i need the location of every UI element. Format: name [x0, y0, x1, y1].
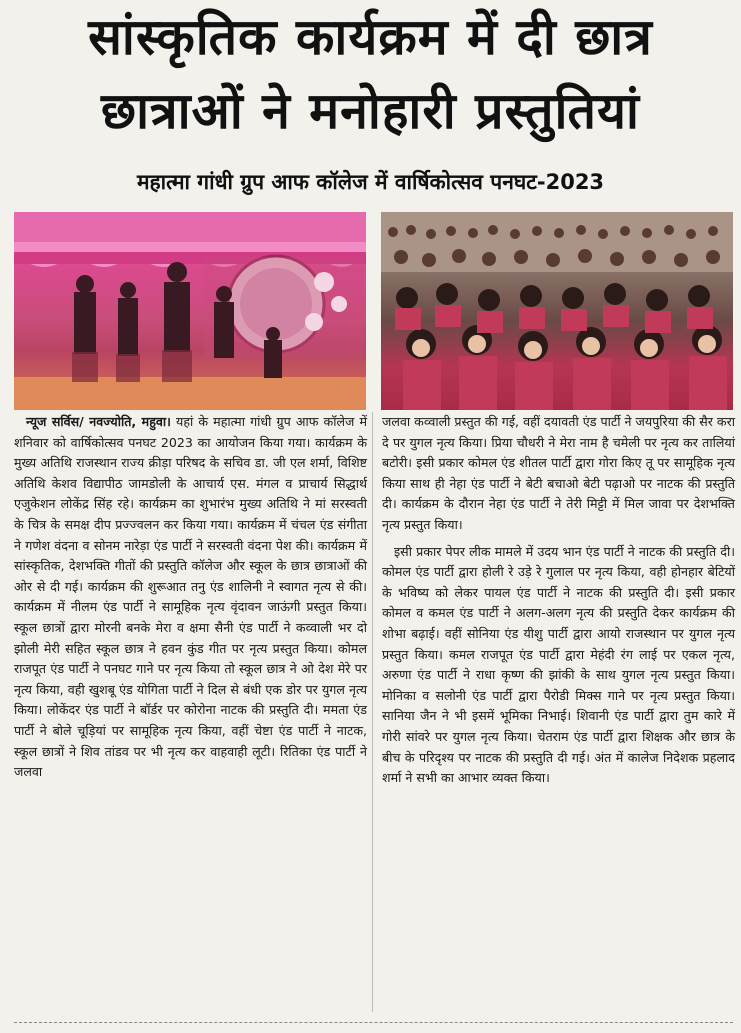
right-column-paragraph-2: इसी प्रकार पेपर लीक मामले में उदय भान एंड पार्टी ने नाटक की प्रस्तुति दी। कोमल एंड पार्टी द्वारा होली रे उड़े रे गुलाल पर नृत्य किया, वही होनहार बेटियों के भविष्य को लेकर पायल एंड पार्टी ने नाटक की प्रस्तुति दी। इसी प्रकार कोमल व कमल एंड पार्टी ने अलग-अलग नृत्य की प्रस्तुति देकर कार्यक्रम की शोभा बढ़ाई। वहीं सोनिया एंड यीशु पार्टी द्वारा आयो राजस्थान पर युगल नृत्य प्रस्तुत किया। कमल राजपूत एंड पार्टी द्वारा मेहंदी रंग लाई पर एकल नृत्य, अरुणा एंड पार्टी ने राधा कृष्ण की झांकी के साथ युगल नृत्य प्रस्तुत किया। मोनिका व सलोनी एंड पार्टी द्वारा पैरोडी मिक्स गाने पर नृत्य प्रस्तुत किया। सानिया जैन ने भी इसमें भूमिका निभाई। शिवानी एंड पार्टी द्वारा तुम कारे में गोरी सांवरे पर युगल नृत्य किया। चेतराम एंड पार्टी द्वारा शिक्षक और छात्र के बीच के परिदृश्य पर नाटक की प्रस्तुति दी गई। अंत में कालेज निदेशक प्रहलाद शर्मा ने सभी का आभार व्यक्त किया।	[382, 543, 735, 786]
subheadline: महात्मा गांधी ग्रुप आफ कॉलेज में वार्षिकोत्सव पनघट-2023	[136, 170, 605, 194]
stage-performance-illustration	[14, 212, 366, 410]
column-divider	[372, 412, 373, 1012]
byline: न्यूज सर्विस/ नवज्योति, महुवा।	[26, 414, 171, 429]
audience-photo	[381, 212, 733, 410]
left-column-body: यहां के महात्मा गांधी ग्रुप आफ कॉलेज में शनिवार को वार्षिकोत्सव पनघट 2023 का आयोजन किया गया। कार्यक्रम के मुख्य अतिथि राजस्थान राज्य क्रीड़ा परिषद के सचिव डा. जी एल शर्मा, विशिष्ट अतिथि केशव विद्यापीठ जामडोली के आचार्य एस. मंगल व प्राचार्य सिद्धार्थ एजुकेशन लोकेंद्र सिंह रहे। कार्यक्रम का शुभारंभ मुख्य अतिथि ने मां सरस्वती के चित्र के समक्ष दीप प्रज्ज्वलन कर किया गया। कार्यक्रम में चंचल एंड संगीता ने गणेश वंदना व सोनम नारेड़ा एंड पार्टी ने सरस्वती वंदना पेश की। कार्यक्रम में सांस्कृतिक, देशभक्ति गीतों की प्रस्तुति कॉलेज और स्कूल के छात्र छात्राओं की ओर से दी गई। कार्यक्रम की शुरूआत तनु एंड शालिनी ने स्वागत नृत्य से की। कार्यक्रम में नीलम एंड पार्टी ने सामूहिक नृत्य वृंदावन जाऊंगी प्रस्तुत किया। स्कूल छात्रों द्वारा मोरनी बनके मेरा व क्षमा सैनी एंड पार्टी ने कव्वाली भर दो झोली मेरी सहित स्कूल छात्र ने हवन कुंड गीत पर नृत्य प्रस्तुत किया। कोमल राजपूत एंड पार्टी ने पनघट गाने पर नृत्य किया तो स्कूल छात्र ने ओ देश मेरे पर नृत्य किया, वही खुशबू एंड योगिता पार्टी ने दिल से बंधी एक डोर पर युगल नृत्य किया। लोकेंदर एंड पार्टी ने बॉर्डर पर कोरोना नाटक की प्रस्तुति दी। ममता एंड पार्टी ने बोले चूड़ियां पर सामूहिक नृत्य किया, वहीं चेष्टा एंड पार्टी ने नाटक, स्कूल छात्रों ने शिव तांडव पर भी नृत्य कर वाहवाही लूटी। रितिका एंड पार्टी ने जलवा	[14, 414, 367, 780]
stage-performance-photo	[14, 212, 366, 410]
article-right-column	[382, 412, 735, 789]
headline-line-1: सांस्कृतिक कार्यक्रम में दी छात्र	[88, 8, 653, 66]
page-bottom-rule	[14, 1022, 733, 1029]
headline-line-2: छात्राओं ने मनोहारी प्रस्तुतियां	[101, 82, 640, 140]
article-left-column	[14, 412, 367, 783]
audience-illustration	[381, 212, 733, 410]
right-column-paragraph-1: जलवा कव्वाली प्रस्तुत की गई, वहीं दयावती एंड पार्टी ने जयपुरिया की सैर करा दे पर युगल नृत्य किया। प्रिया चौधरी ने मेरा नाम है चमेली पर नृत्य कर तालियां बटोरी। इसी प्रकार कोमल एंड शीतल पार्टी द्वारा गोरा किए तू पर सामूहिक नृत्य किया साथ ही नेहा एंड पार्टी ने बेटी बचाओ बेटी पढ़ाओ पर नाटक की प्रस्तुति दी। कार्यक्रम के दौरान नेहा एंड पार्टी ने तेरी मिट्टी में मिल जावा पर देशभक्ति नृत्य प्रस्तुत किया।	[382, 414, 735, 532]
